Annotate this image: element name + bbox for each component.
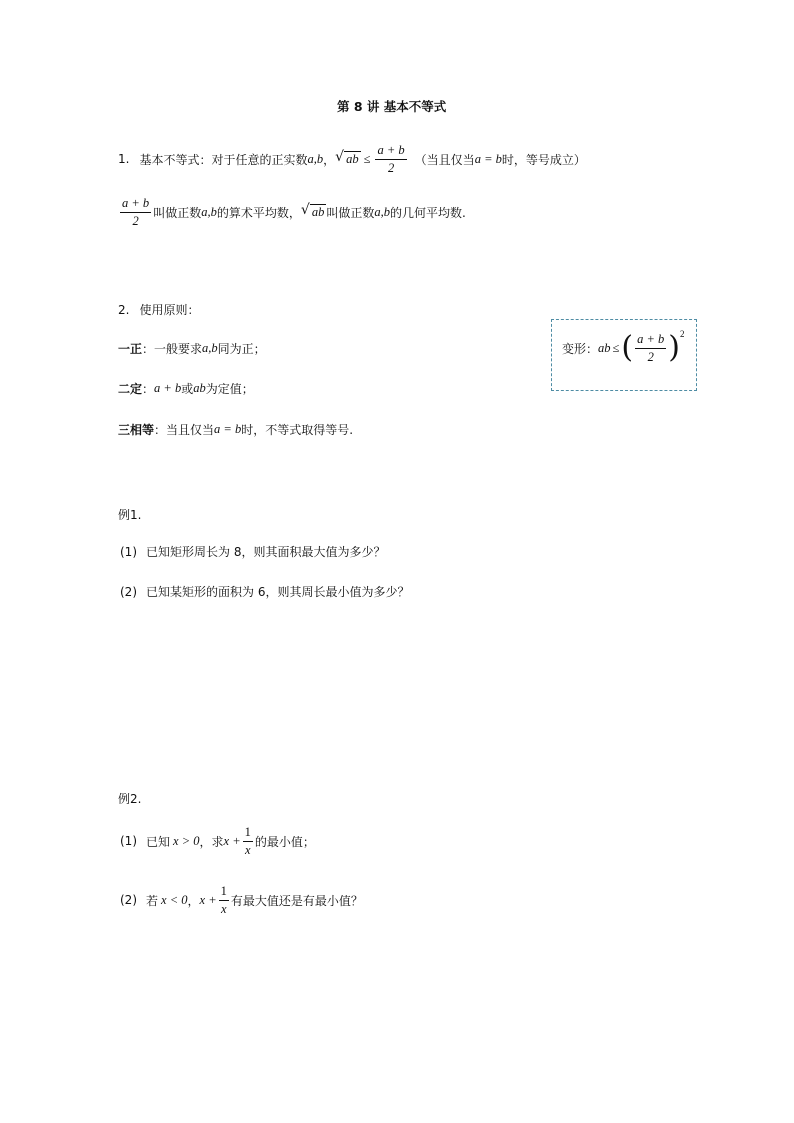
question-number: (2) <box>120 584 137 599</box>
expr-a-eq-b: a = b <box>214 422 242 436</box>
basic-inequality-statement <box>118 144 586 174</box>
vars-ab: a,b <box>201 204 217 219</box>
text: 同为正； <box>217 342 266 356</box>
text: 或 <box>181 382 194 396</box>
rule-equal <box>118 421 353 438</box>
variant-formula <box>562 329 685 365</box>
vars-ab: a,b <box>202 341 218 355</box>
condition: x > 0 <box>173 833 200 848</box>
text: 已知 <box>146 834 171 849</box>
text: ，求 <box>199 834 224 849</box>
example2-question2 <box>120 885 363 915</box>
expr-ab: ab <box>598 340 611 355</box>
exponent: 2 <box>680 329 685 339</box>
text: 叫做正数 <box>153 205 202 220</box>
question-number: (1) <box>120 544 137 559</box>
rule-fixed <box>118 380 254 397</box>
question-text: 已知矩形周长为 8，则其面积最大值为多少？ <box>146 545 386 559</box>
text: ， <box>187 893 200 908</box>
rule-label: 三相等 <box>118 423 155 437</box>
fraction-a-plus-b-over-2: $\frac{a + b}{2}$ <box>377 143 405 175</box>
condition-prefix: （当且仅当 <box>414 152 475 167</box>
left-paren: ( <box>621 330 634 365</box>
expr-ab: ab <box>193 381 206 395</box>
sqrt-ab: √ ab <box>335 148 359 166</box>
fraction-one-over-x: $\frac{1}{x}$ <box>244 825 251 857</box>
expr: x + <box>223 833 241 848</box>
question-text: 已知某矩形的面积为 6，则其周长最小值为多少？ <box>146 585 410 599</box>
text: 的算术平均数， <box>216 205 301 220</box>
example2-title: 例2. <box>118 792 142 806</box>
expr: x + <box>199 892 217 907</box>
example1-question1 <box>120 543 385 560</box>
condition: x < 0 <box>161 892 188 907</box>
right-paren: ) <box>668 330 681 365</box>
vars-ab: a,b <box>307 151 324 166</box>
text: 叫做正数 <box>326 205 375 220</box>
leq-sign: ≤ <box>612 340 620 355</box>
sqrt-ab: √ ab <box>300 201 325 219</box>
fraction-one-over-x: $\frac{1}{x}$ <box>220 884 227 916</box>
section-number: 2. <box>118 302 130 317</box>
fraction-a-plus-b-over-2: $\frac{a + b}{2}$ <box>637 332 665 364</box>
text: ：当且仅当 <box>154 423 215 437</box>
question-number: (2) <box>120 893 137 907</box>
text: 时，不等式取得等号. <box>241 423 354 437</box>
text: 的几何平均数. <box>389 205 466 220</box>
mean-definition <box>118 197 466 227</box>
example2-question1 <box>120 826 315 856</box>
heading-text: 使用原则： <box>139 303 200 317</box>
example1-question2 <box>120 583 409 600</box>
vars-ab: a,b <box>374 204 390 219</box>
rule-label: 一正 <box>118 342 143 356</box>
page-title: 第 8 讲 基本不等式 <box>337 99 447 114</box>
leq-sign: ≤ <box>363 151 371 166</box>
fraction-arith-mean: $\frac{a + b}{2}$ <box>122 196 150 228</box>
statement-lead: 基本不等式：对于任意的正实数 <box>139 152 308 167</box>
text: 的最小值； <box>254 834 315 849</box>
example1-title: 例1. <box>118 508 142 522</box>
text: 若 <box>146 893 159 908</box>
text: 为定值； <box>205 382 254 396</box>
expr-a-plus-b: a + b <box>154 381 182 395</box>
usage-principles-heading <box>118 301 199 318</box>
section-number: 1. <box>118 152 130 166</box>
rule-positive <box>118 340 266 357</box>
text: ： <box>142 382 155 396</box>
condition-eq: a = b <box>474 151 502 166</box>
box-label: 变形： <box>562 341 599 356</box>
rule-label: 二定 <box>118 382 143 396</box>
text: 有最大值还是有最小值？ <box>230 893 363 908</box>
condition-suffix: 时，等号成立） <box>501 152 586 167</box>
text: ：一般要求 <box>142 342 203 356</box>
question-number: (1) <box>120 834 137 848</box>
comma: ， <box>323 152 336 167</box>
